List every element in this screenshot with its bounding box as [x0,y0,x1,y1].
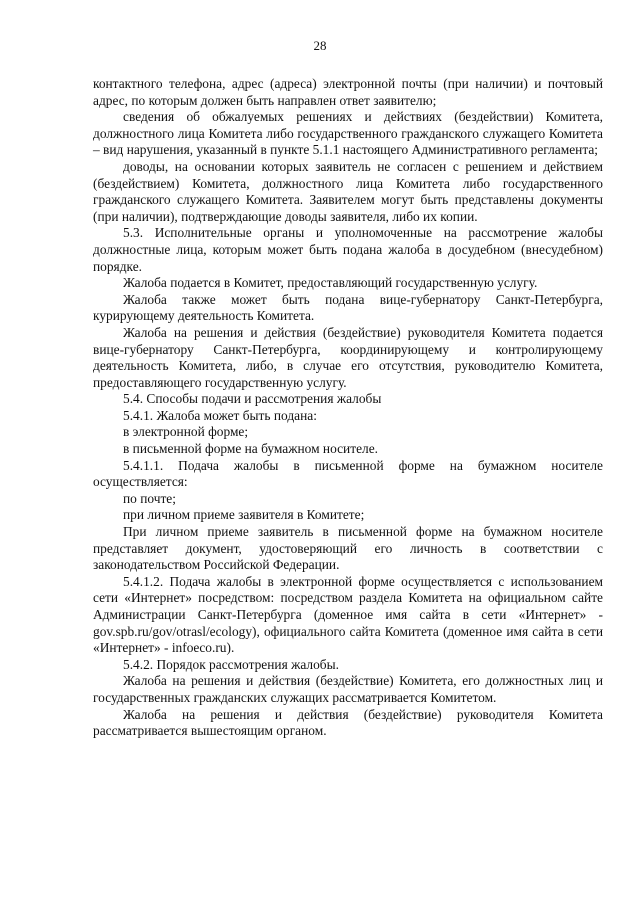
paragraph-section-5-4-1: 5.4.1. Жалоба может быть подана: [123,407,317,423]
paragraph-section-5-4-1-1: 5.4.1.1. Подача жалобы в письменной форме на бумажном носителе осуществляется: [93,457,603,490]
paragraph-by-mail: по почте; [123,490,176,506]
paragraph-complaint-to-committee: Жалоба подается в Комитет, предоставляющий государственную услугу. [123,275,538,291]
paragraph-appealed-decisions: сведения об обжалуемых решениях и действиях (бездействии) Комитета, должностного лица Комитета либо государственного гражданского служащего Комитета – вид нарушения, указанный в пункте 5.1.1 настоящего Административного регламента; [93,109,603,158]
paragraph-identity-document: При личном приеме заявитель в письменной форме на бумажном носителе представляет документ, удостоверяющий его личность в соответствии с законодательством Российской Федерации. [93,524,603,573]
paragraph-section-5-4: 5.4. Способы подачи и рассмотрения жалобы [123,391,382,407]
paragraph-complaint-about-head: Жалоба на решения и действия (бездействие) руководителя Комитета подается вице-губернатору Санкт-Петербурга, координирующему и контролирующему деятельность Комитета, либо, в случае его отсутствия, руководителю Комитета, предоставляющего государственную услугу. [93,324,603,390]
paragraph-contact-info: контактного телефона, адрес (адреса) электронной почты (при наличии) и почтовый адрес, по которым должен быть направлен ответ заявителю; [93,76,603,108]
paragraph-reviewed-by-committee: Жалоба на решения и действия (бездействие) Комитета, его должностных лиц и государственных гражданских служащих рассматривается Комитетом. [93,673,603,705]
paragraph-electronic-form: в электронной форме; [123,424,249,440]
paragraph-section-5-3: 5.3. Исполнительные органы и уполномоченные на рассмотрение жалобы должностные лица, которым может быть подана жалоба в досудебном (внесудебном) порядке. [93,225,603,274]
paragraph-arguments: доводы, на основании которых заявитель не согласен с решением и действием (бездействием) Комитета, должностного лица Комитета либо государственного гражданского служащего Комитета. Заявителем могут быть представлены документы (при наличии), подтверждающие доводы заявителя, либо их копии. [93,158,603,224]
document-body [93,76,603,740]
paragraph-section-5-4-1-2: 5.4.1.2. Подача жалобы в электронной форме осуществляется с использованием сети «Интернет» посредством: посредством раздела Комитета на официальном сайте Администрации Санкт-Петербурга (доменное имя сайта в сети «Интернет» - gov.spb.ru/gov/otrasl/ecology), официального сайта Комитета (доменное имя сайта в сети «Интернет» - infoeco.ru). [93,573,603,656]
paragraph-paper-form: в письменной форме на бумажном носителе. [123,441,378,457]
paragraph-section-5-4-2: 5.4.2. Порядок рассмотрения жалобы. [123,656,339,672]
paragraph-personal-reception: при личном приеме заявителя в Комитете; [123,507,365,523]
paragraph-complaint-to-vice-governor: Жалоба также может быть подана вице-губернатору Санкт-Петербурга, курирующему деятельность Комитета. [93,291,603,324]
paragraph-reviewed-by-superior: Жалоба на решения и действия (бездействие) руководителя Комитета рассматривается вышестоящим органом. [93,706,603,739]
page-number: 28 [313,38,327,53]
